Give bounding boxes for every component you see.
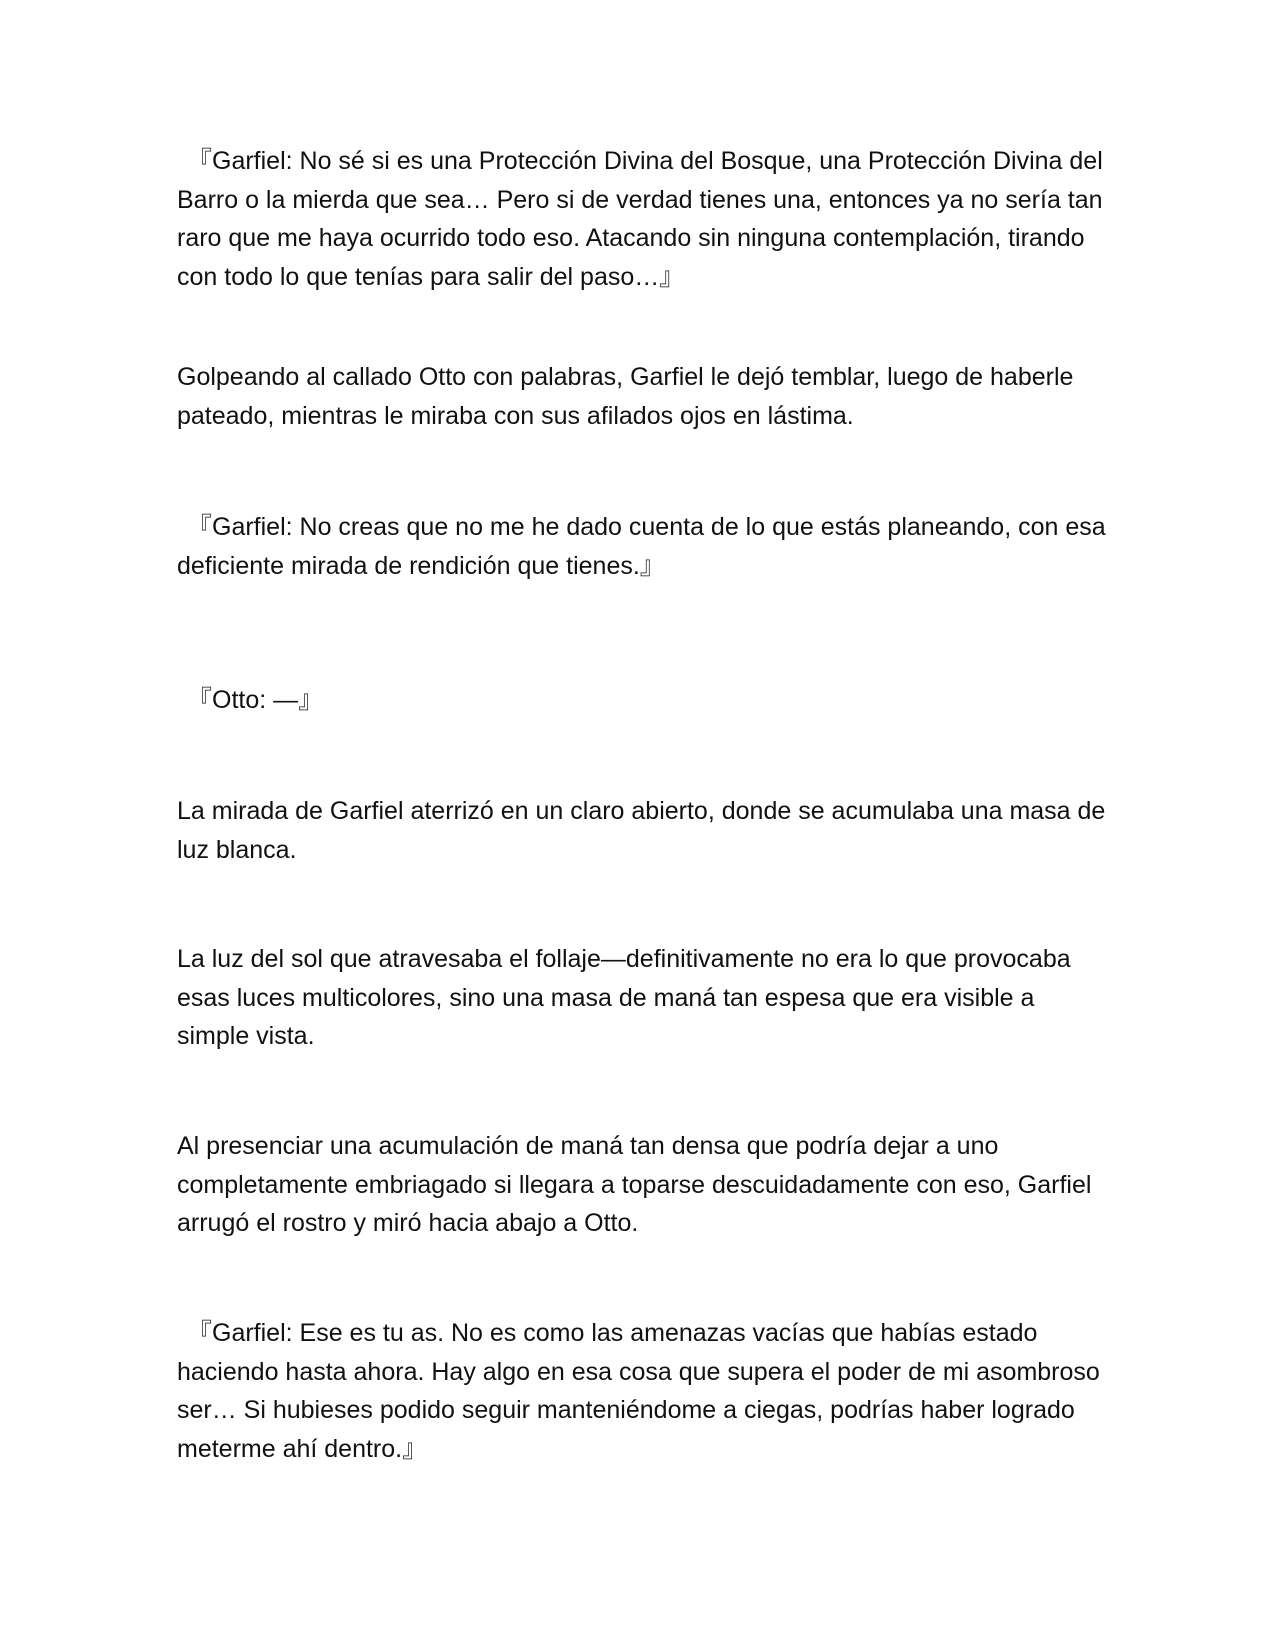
- paragraph-garfiel-dialogue-3: 『Garfiel: Ese es tu as. No es como las amenazas vacías que habías estado haciendo hasta ahora. Hay algo en esa cosa que supera el poder de mi asombroso ser… Si hubieses podido seguir manteniéndome a ciegas, podrías haber logrado meterme ahí dentro.』: [177, 1319, 1100, 1463]
- paragraph-garfiel-dialogue-1: 『Garfiel: No sé si es una Protección Divina del Bosque, una Protección Divina del Barro o la mierda que sea… Pero si de verdad tienes una, entonces ya no sería tan raro que me haya ocurrido todo eso. Atacando sin ninguna contemplación, tirando con todo lo que tenías para salir del paso…』: [177, 147, 1103, 291]
- paragraph-narration-3: La luz del sol que atravesaba el follaje—definitivamente no era lo que provocaba esas luces multicolores, sino una masa de maná tan espesa que era visible a simple vista.: [177, 945, 1071, 1050]
- paragraph-otto-dialogue: 『Otto: —』: [187, 686, 324, 714]
- paragraph-narration-1: Golpeando al callado Otto con palabras, Garfiel le dejó temblar, luego de haberle pateado, mientras le miraba con sus afilados ojos en lástima.: [177, 363, 1074, 430]
- paragraph-narration-4: Al presenciar una acumulación de maná tan densa que podría dejar a uno completamente embriagado si llegara a toparse descuidadamente con eso, Garfiel arrugó el rostro y miró hacia abajo a Otto.: [177, 1132, 1092, 1237]
- paragraph-garfiel-dialogue-2: 『Garfiel: No creas que no me he dado cuenta de lo que estás planeando, con esa deficiente mirada de rendición que tienes.』: [177, 513, 1106, 580]
- paragraph-narration-2: La mirada de Garfiel aterrizó en un claro abierto, donde se acumulaba una masa de luz blanca.: [177, 797, 1106, 864]
